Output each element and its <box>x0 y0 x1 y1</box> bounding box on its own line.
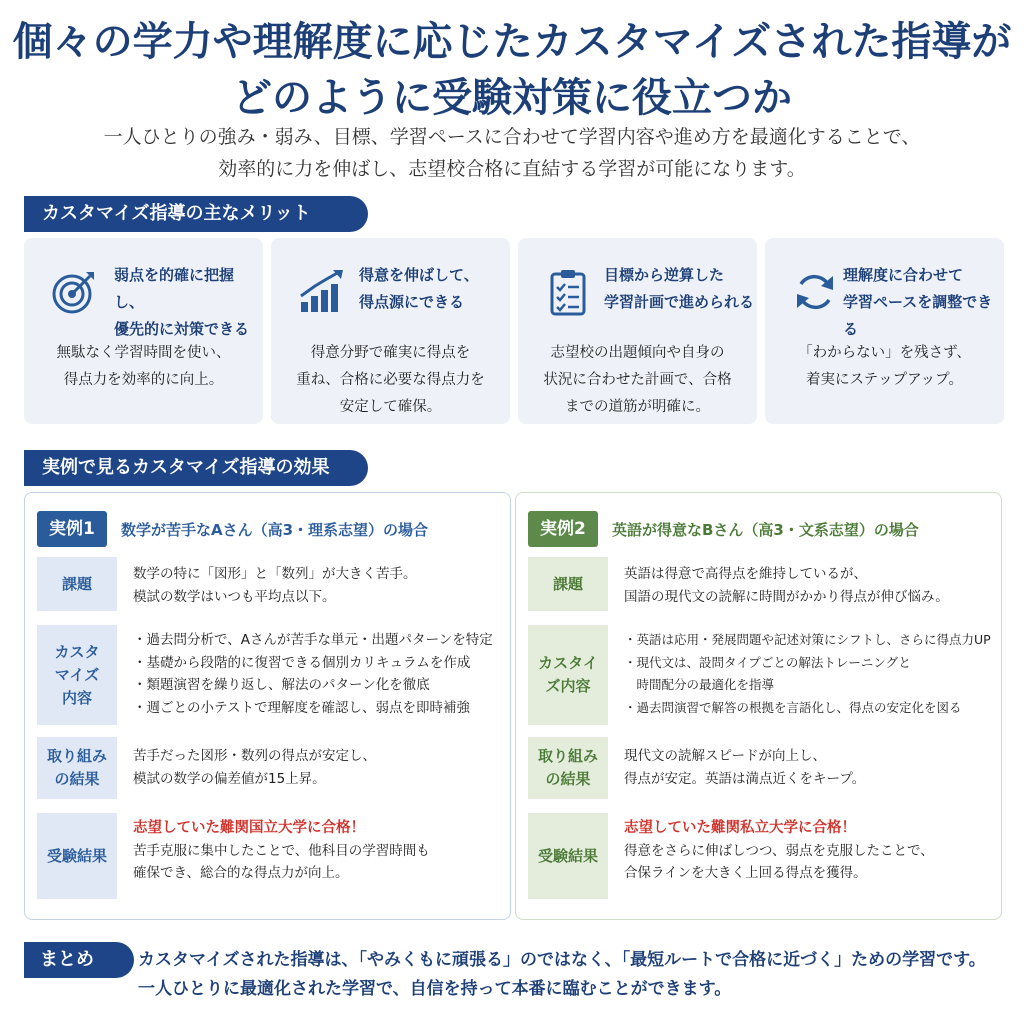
merit-heading: 得意を伸ばして、 得点源にできる <box>359 266 479 311</box>
merit-card-pace <box>765 238 1004 424</box>
examples-section-label: 実例で見るカスタマイズ指導の効果 <box>24 450 368 486</box>
merit-body: 得意分野で確実に得点を 重ね、合格に必要な得点力を 安定して確保。 <box>296 345 485 415</box>
exam-text: 志望していた難関国立大学に合格！ 苦手克服に集中したことで、他科目の学習時間も 確保でき、総合的な得点力が向上。 <box>133 817 503 885</box>
case-card-1 <box>24 492 511 920</box>
exam-success: 志望していた難関国立大学に合格！ <box>133 820 365 836</box>
issue-text: 数学の特に「図形」と「数列」が大きく苦手。 模試の数学はいつも平均点以下。 <box>133 566 417 605</box>
case-title: 英語が得意なBさん（高3・文系志望）の場合 <box>612 521 919 539</box>
merits-section-label: カスタマイズ指導の主なメリット <box>24 196 368 232</box>
clipboard-checklist-icon <box>544 268 592 316</box>
page-title-line1: 個々の学力や理解度に応じたカスタマイズされた指導が <box>12 19 1012 65</box>
content-text: ・英語は応用・発展問題や記述対策にシフトし、さらに得点力UP ・現代文は、設問タイプごとの解法トレーニングと 時間配分の最適化を指導 ・過去問演習で解答の根拠を言語化し、得点の安定化を図る <box>624 632 991 715</box>
page-subtitle-line2: 効率的に力を伸ばし、志望校合格に直結する学習が可能になります。 <box>218 158 806 180</box>
case-tag: 実例2 <box>528 511 598 547</box>
growth-chart-icon <box>297 268 345 316</box>
case-title: 数学が苦手なAさん（高3・理系志望）の場合 <box>121 521 429 539</box>
cycle-arrows-icon <box>791 268 839 316</box>
merit-card-strength <box>271 238 510 424</box>
merit-card-plan <box>518 238 757 424</box>
content-label: カスタ マイズ 内容 <box>37 625 117 725</box>
summary-label: まとめ <box>24 942 134 978</box>
merit-card-weakness <box>24 238 263 424</box>
exam-text: 志望していた難関私立大学に合格！ 得意をさらに伸ばしつつ、弱点を克服したことで、 合保ラインを大きく上回る得点を獲得。 <box>624 817 994 885</box>
merit-body: 無駄なく学習時間を使い、 得点力を効率的に向上。 <box>56 345 231 388</box>
issue-label: 課題 <box>37 557 117 611</box>
result-text: 現代文の読解スピードが向上し、 得点が安定。英語は満点近くをキープ。 <box>624 748 866 787</box>
target-icon <box>50 268 98 316</box>
merit-heading: 弱点を的確に把握し、 優先的に対策できる <box>114 266 250 338</box>
merit-body: 志望校の出題傾向や自身の 状況に合わせた計画で、合格 までの道筋が明確に。 <box>543 345 732 415</box>
page-title <box>0 14 1024 126</box>
content-text: ・過去問分析で、Aさんが苦手な単元・出題パターンを特定 ・基礎から段階的に復習できる個別カリキュラムを作成 ・類題演習を繰り返し、解法のパターン化を徹底 ・週ごとの小テストで理解度を確認し、弱点を即時補強 <box>133 632 493 716</box>
exam-label: 受験結果 <box>37 813 117 899</box>
page-title-line2: どのように受験対策に役立つか <box>232 75 792 121</box>
merit-heading: 理解度に合わせて 学習ペースを調整できる <box>843 266 993 338</box>
case-tag: 実例1 <box>37 511 107 547</box>
case-card-2 <box>515 492 1002 920</box>
issue-label: 課題 <box>528 557 608 611</box>
summary-text: カスタマイズされた指導は、「やみくもに頑張る」のではなく、「最短ルートで合格に近づく」ための学習です。 一人ひとりに最適化された学習で、自信を持って本番に臨むことができます。 <box>138 950 986 999</box>
page-subtitle-line1: 一人ひとりの強み・弱み、目標、学習ペースに合わせて学習内容や進め方を最適化することで、 <box>103 126 921 148</box>
page-subtitle <box>0 121 1024 185</box>
content-label: カスタイ ズ内容 <box>528 625 608 725</box>
result-label: 取り組み の結果 <box>37 737 117 799</box>
result-text: 苦手だった図形・数列の得点が安定し、 模試の数学の偏差値が15上昇。 <box>133 748 376 787</box>
merits-grid <box>24 238 1004 424</box>
issue-text: 英語は得意で高得点を維持しているが、 国語の現代文の読解に時間がかかり得点が伸び悩み。 <box>624 566 949 605</box>
exam-label: 受験結果 <box>528 813 608 899</box>
result-label: 取り組み の結果 <box>528 737 608 799</box>
exam-success: 志望していた難関私立大学に合格！ <box>624 820 856 836</box>
merit-heading: 目標から逆算した 学習計画で進められる <box>604 266 755 311</box>
merit-body: 「わからない」を残さず、 着実にステップアップ。 <box>798 345 971 388</box>
